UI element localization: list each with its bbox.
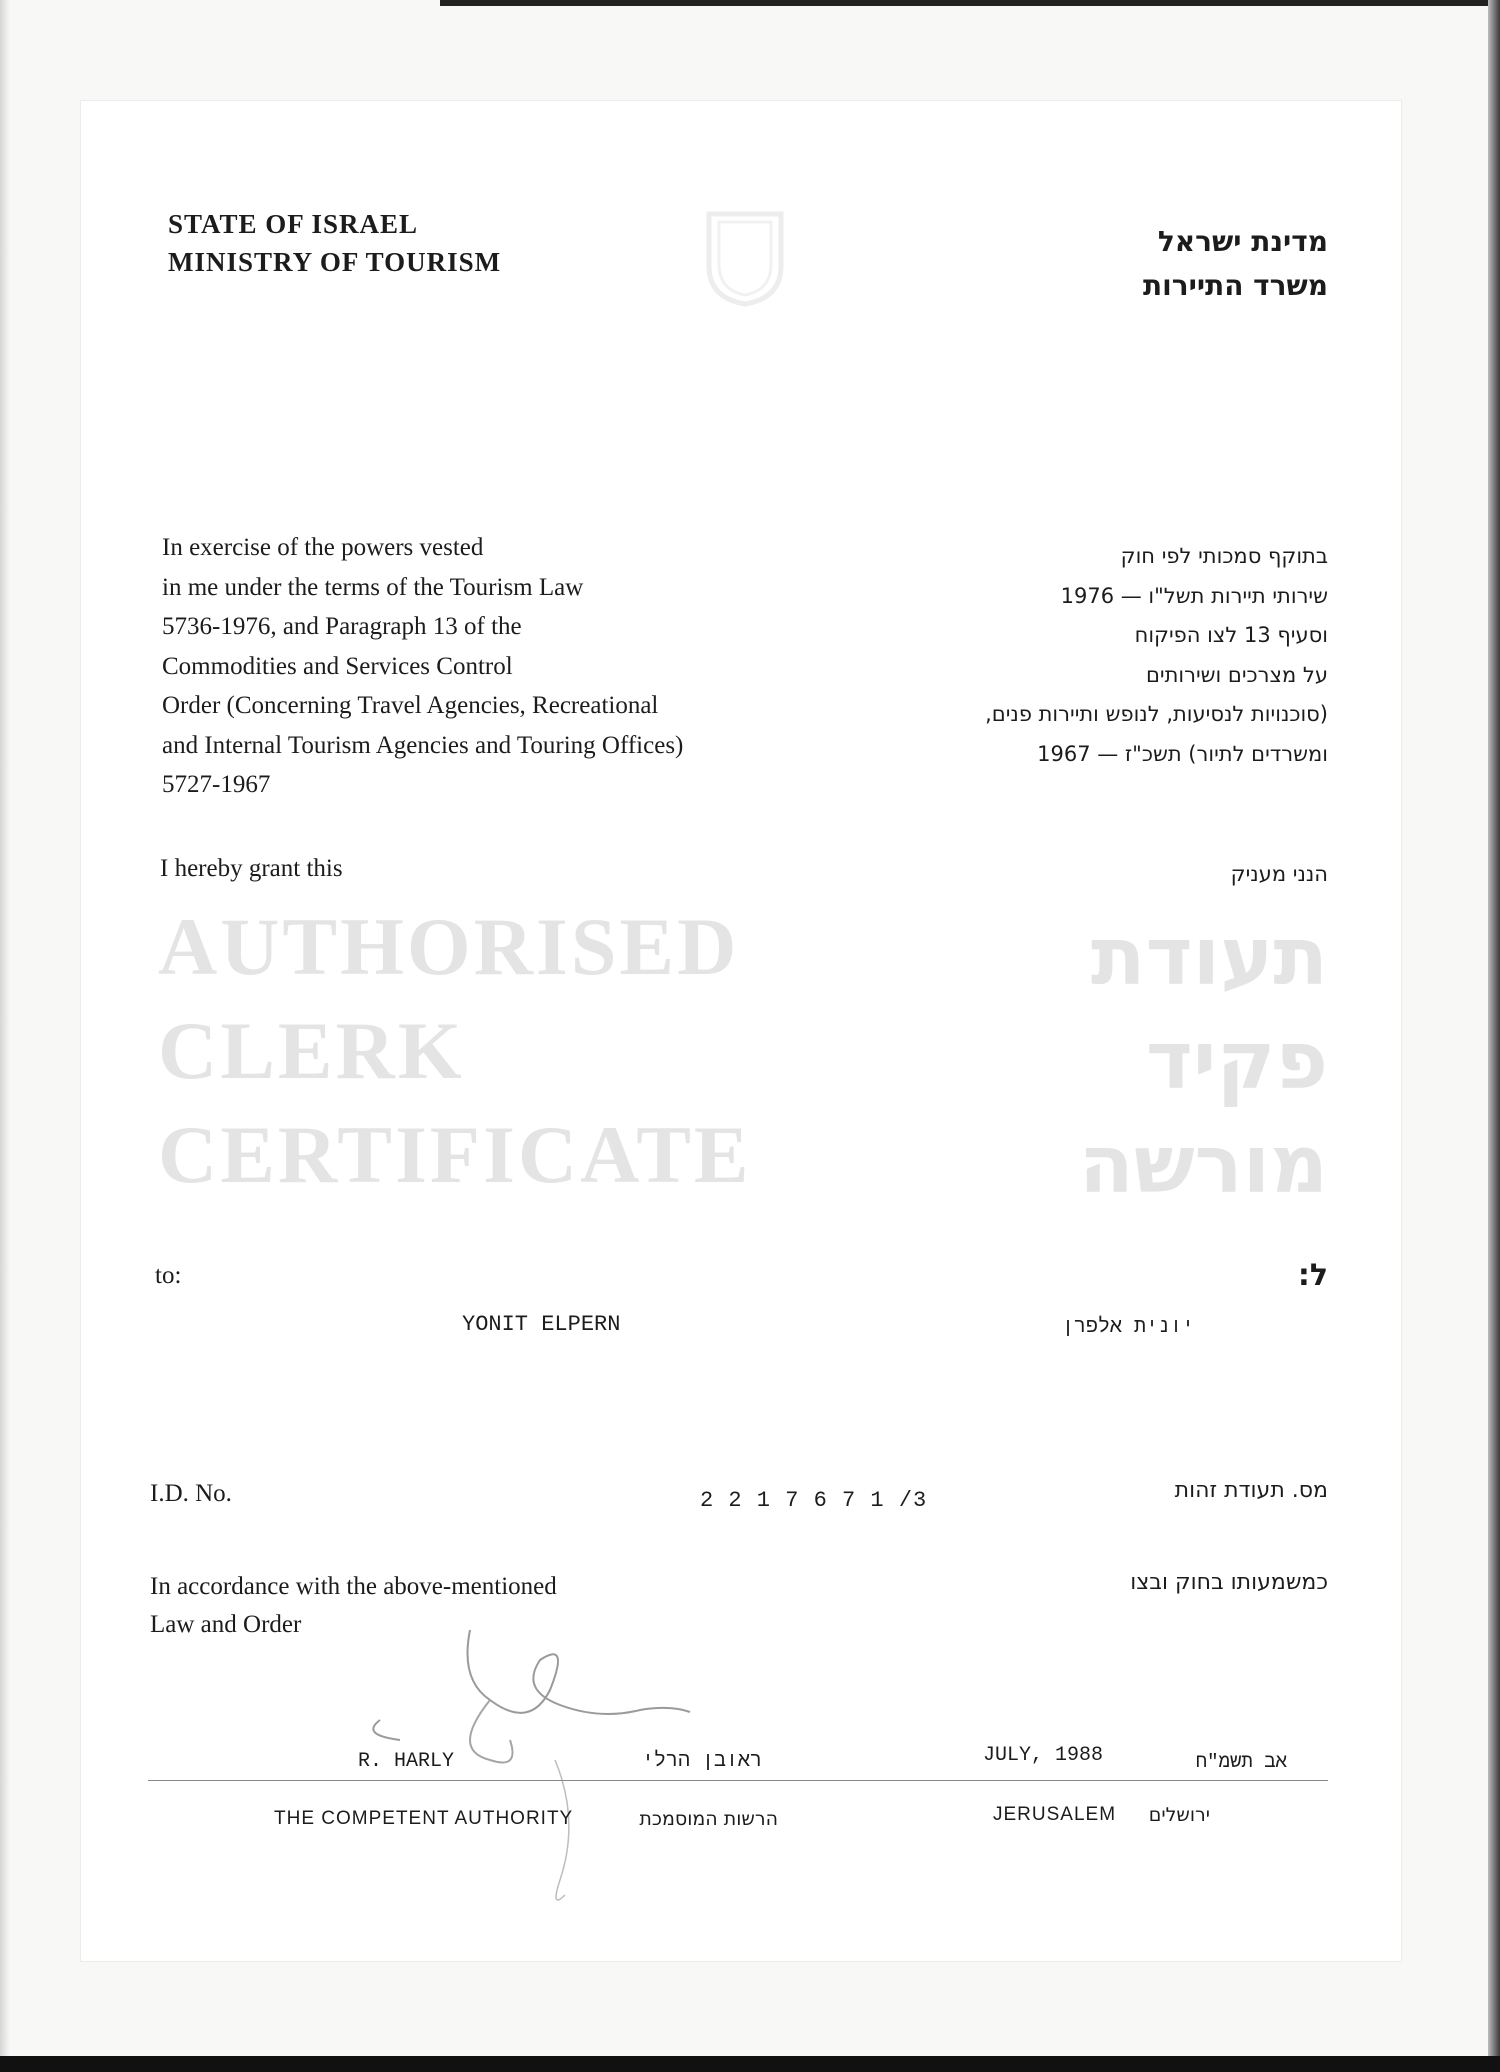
to-label-en: to:	[155, 1262, 182, 1289]
certificate-title-he	[1079, 905, 1328, 1217]
state-name-en: STATE OF ISRAEL	[168, 209, 419, 239]
state-name-he: מדינת ישראל	[1157, 225, 1328, 258]
authority-line-en: In exercise of the powers vested	[162, 534, 484, 561]
accordance-line-en: Law and Order	[150, 1611, 302, 1638]
authority-line-en: Order (Concerning Travel Agencies, Recreational	[162, 692, 659, 719]
certificate-title-en	[158, 895, 752, 1207]
authority-line-he: (סוכנויות לנסיעות, לנופש ותיירות פנים,	[985, 702, 1328, 726]
issue-date-he: אב תשמ"ח	[1195, 1751, 1287, 1773]
issue-place-he: ירושלים	[1148, 1804, 1210, 1826]
accordance-line-en: In accordance with the above-mentioned	[150, 1573, 557, 1600]
header-english	[168, 205, 501, 281]
authority-line-he: וסעיף 13 לצו הפיקוח	[1134, 623, 1328, 647]
authority-line-en: Commodities and Services Control	[162, 652, 513, 680]
issue-date-en: JULY, 1988	[983, 1744, 1104, 1767]
authority-line-en: 5736-1976, and Paragraph 13 of the	[162, 613, 522, 640]
recipient-name-he: יונית אלפרן	[1061, 1316, 1194, 1339]
signer-name-en: R. HARLY	[358, 1750, 455, 1773]
competent-authority-en: THE COMPETENT AUTHORITY	[274, 1808, 574, 1829]
accordance-text-he: כמשמעותו בחוק ובצו	[1130, 1570, 1328, 1595]
state-emblem-icon	[703, 208, 787, 308]
certificate-title-line-he: מורשה	[1078, 1118, 1328, 1211]
grant-text-en: I hereby grant this	[160, 855, 343, 882]
id-number: 2 2 1 7 6 7 1 /3	[700, 1488, 928, 1513]
scan-edge-left	[0, 0, 10, 2072]
authority-paragraph-en	[162, 528, 683, 805]
certificate-title-line-he: תעודת	[1090, 910, 1328, 1003]
authority-line-he: על מצרכים ושירותים	[1145, 662, 1328, 687]
grant-text-he: הנני מעניק	[1230, 862, 1328, 886]
authority-line-he: ומשרדים לתיור) תשכ"ז — 1967	[1037, 741, 1328, 766]
header-hebrew	[1143, 220, 1328, 308]
to-label-he: ל:	[1297, 1258, 1328, 1293]
issue-place-en: JERUSALEM	[993, 1804, 1117, 1825]
ministry-name-en: MINISTRY OF TOURISM	[168, 247, 502, 277]
certificate-title-line-en: CLERK	[158, 1005, 465, 1096]
scan-edge-bottom	[0, 2056, 1500, 2072]
certificate-title-line-en: AUTHORISED	[158, 901, 740, 992]
authority-line-en: and Internal Tourism Agencies and Touring Offices)	[162, 731, 684, 759]
signature-rule	[148, 1780, 1328, 1781]
id-label-he: מס. תעודת זהות	[1174, 1478, 1328, 1503]
signer-name-he: ראובן הרלי	[641, 1750, 762, 1773]
scan-edge-right	[1488, 0, 1500, 2072]
authority-line-en: 5727-1967	[162, 771, 271, 798]
scan-edge-top	[440, 0, 1500, 6]
authority-paragraph-he	[985, 537, 1328, 774]
ministry-name-he: משרד התיירות	[1142, 269, 1328, 302]
competent-authority-he: הרשות המוסמכת	[639, 1808, 778, 1830]
authority-line-he: בתוקף סמכותי לפי חוק	[1120, 544, 1328, 568]
id-label-en: I.D. No.	[150, 1480, 232, 1507]
recipient-name-en: YONIT ELPERN	[462, 1312, 621, 1337]
certificate-title-line-he: פקיד	[1145, 1014, 1328, 1107]
certificate-title-line-en: CERTIFICATE	[158, 1109, 752, 1200]
authority-line-en: in me under the terms of the Tourism Law	[162, 573, 584, 601]
authority-line-he: שירותי תיירות תשל"ו — 1976	[1060, 583, 1328, 608]
